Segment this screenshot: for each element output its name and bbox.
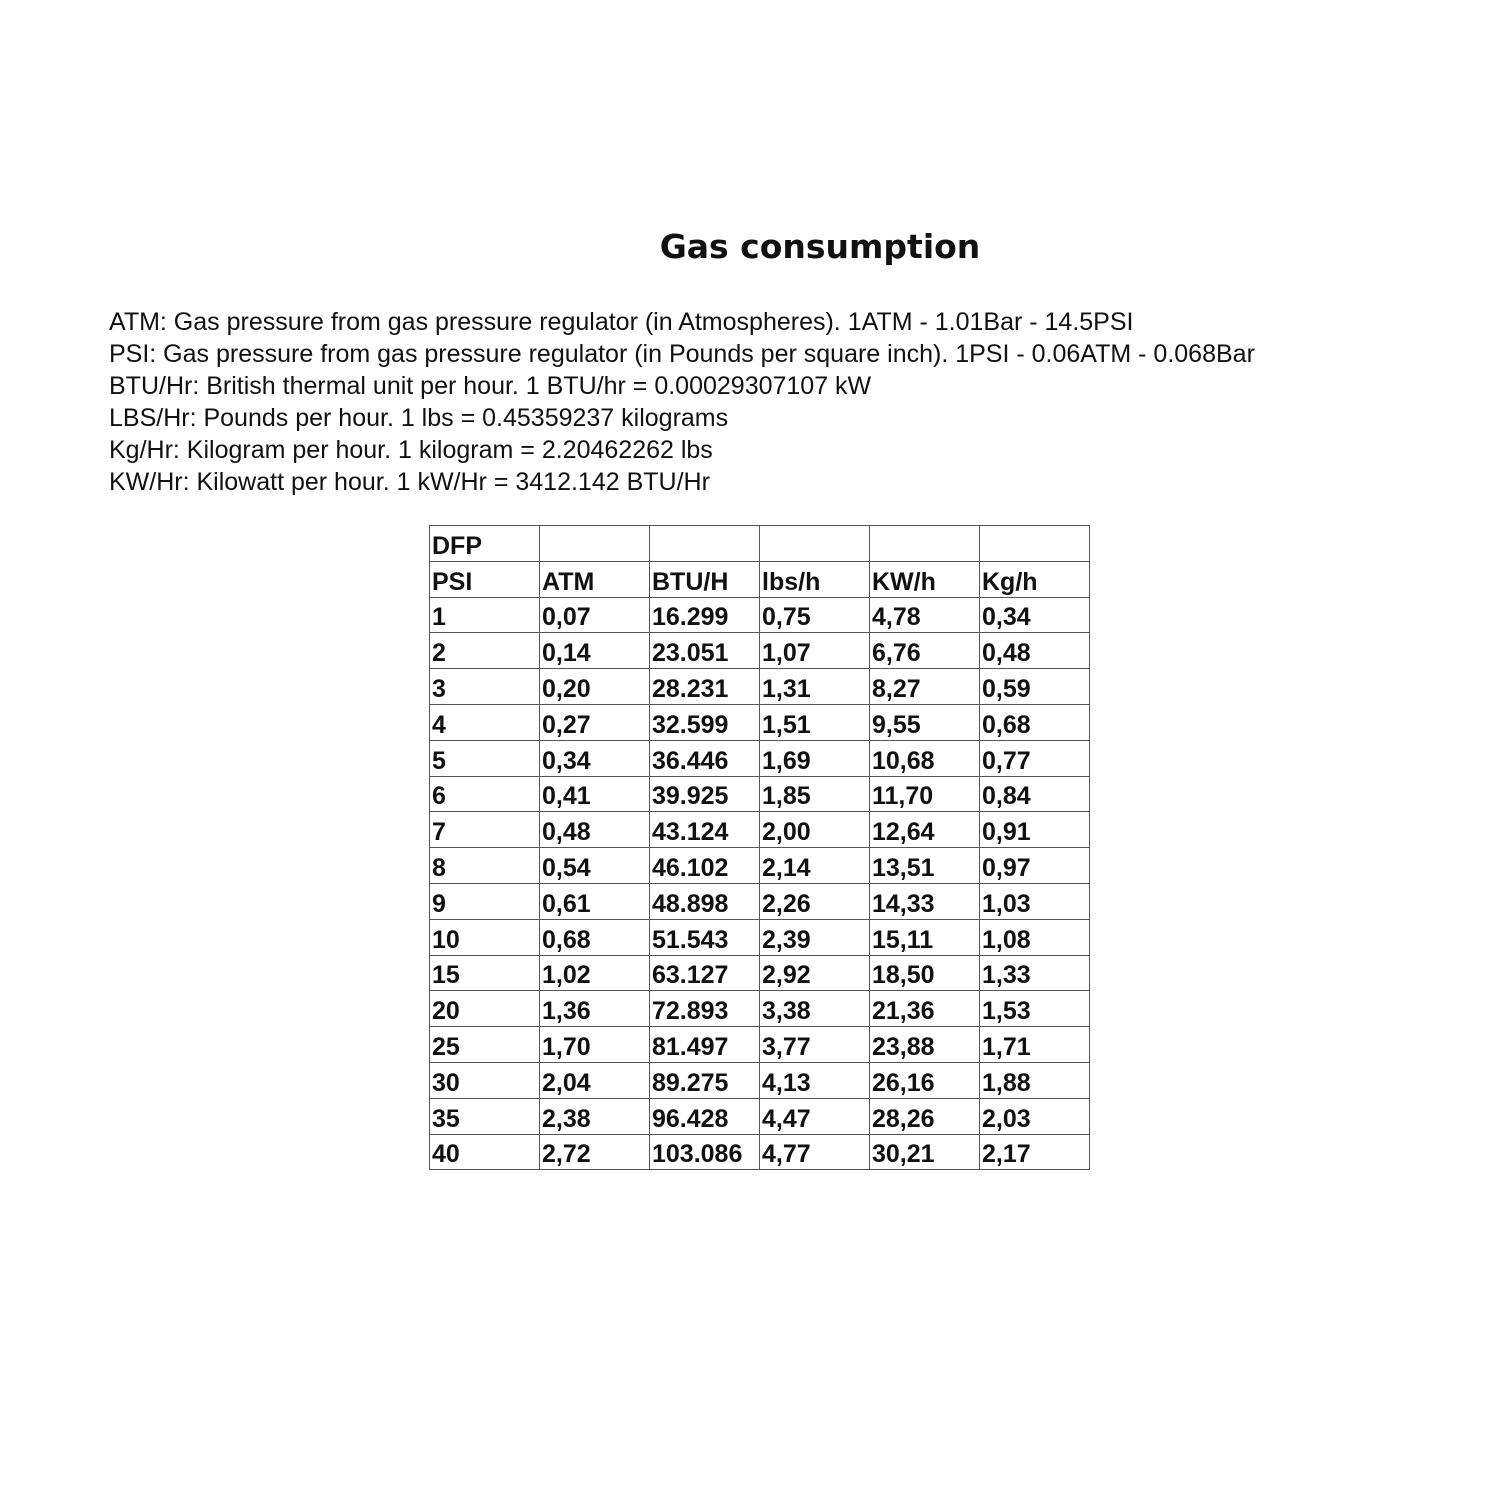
table-cell: 15,11 bbox=[870, 919, 980, 955]
table-row bbox=[430, 1134, 1090, 1170]
table-cell: 23,88 bbox=[870, 1027, 980, 1063]
column-header: ATM bbox=[540, 561, 650, 597]
table-label-row bbox=[430, 526, 1090, 562]
table-cell: 0,68 bbox=[540, 919, 650, 955]
table-cell: 0,48 bbox=[540, 812, 650, 848]
table-cell: 0,14 bbox=[540, 633, 650, 669]
table-cell: 0,77 bbox=[980, 740, 1090, 776]
table-cell: 4,77 bbox=[760, 1134, 870, 1170]
gas-table-body bbox=[430, 526, 1090, 1170]
table-cell: 2,04 bbox=[540, 1062, 650, 1098]
table-cell: 4,47 bbox=[760, 1098, 870, 1134]
empty-cell bbox=[650, 526, 760, 562]
table-cell: 23.051 bbox=[650, 633, 760, 669]
table-cell: 0,59 bbox=[980, 669, 1090, 705]
table-header-row bbox=[430, 561, 1090, 597]
table-cell: 9,55 bbox=[870, 704, 980, 740]
definition-btu: BTU/Hr: British thermal unit per hour. 1 BTU/hr = 0.00029307107 kW bbox=[109, 372, 872, 400]
table-row bbox=[430, 1062, 1090, 1098]
table-cell: 1,53 bbox=[980, 991, 1090, 1027]
table-cell: 3,38 bbox=[760, 991, 870, 1027]
table-cell: 2,03 bbox=[980, 1098, 1090, 1134]
table-cell: 0,97 bbox=[980, 848, 1090, 884]
table-cell: 1,51 bbox=[760, 704, 870, 740]
table-cell: 40 bbox=[430, 1134, 540, 1170]
table-cell: 96.428 bbox=[650, 1098, 760, 1134]
table-cell: 7 bbox=[430, 812, 540, 848]
table-cell: 26,16 bbox=[870, 1062, 980, 1098]
column-header: KW/h bbox=[870, 561, 980, 597]
definition-kg: Kg/Hr: Kilogram per hour. 1 kilogram = 2.20462262 lbs bbox=[109, 436, 713, 464]
column-header: PSI bbox=[430, 561, 540, 597]
table-cell: 103.086 bbox=[650, 1134, 760, 1170]
table-row bbox=[430, 776, 1090, 812]
table-cell: 0,20 bbox=[540, 669, 650, 705]
table-row bbox=[430, 704, 1090, 740]
table-cell: 39.925 bbox=[650, 776, 760, 812]
table-cell: 18,50 bbox=[870, 955, 980, 991]
table-cell: 3 bbox=[430, 669, 540, 705]
definition-psi: PSI: Gas pressure from gas pressure regulator (in Pounds per square inch). 1PSI - 0.06ATM - 0.068Bar bbox=[109, 340, 1255, 368]
table-cell: 8,27 bbox=[870, 669, 980, 705]
table-cell: 4,78 bbox=[870, 597, 980, 633]
table-cell: 1,33 bbox=[980, 955, 1090, 991]
table-cell: 1,31 bbox=[760, 669, 870, 705]
table-cell: 21,36 bbox=[870, 991, 980, 1027]
table-cell: 9 bbox=[430, 883, 540, 919]
table-cell: 1,85 bbox=[760, 776, 870, 812]
table-cell: 5 bbox=[430, 740, 540, 776]
table-cell: 4,13 bbox=[760, 1062, 870, 1098]
table-cell: 0,75 bbox=[760, 597, 870, 633]
table-cell: 25 bbox=[430, 1027, 540, 1063]
table-cell: 2,17 bbox=[980, 1134, 1090, 1170]
table-cell: 1,02 bbox=[540, 955, 650, 991]
table-cell: 2,00 bbox=[760, 812, 870, 848]
table-cell: 1,08 bbox=[980, 919, 1090, 955]
page-title: Gas consumption bbox=[659, 227, 981, 266]
table-cell: 46.102 bbox=[650, 848, 760, 884]
empty-cell bbox=[980, 526, 1090, 562]
table-cell: 32.599 bbox=[650, 704, 760, 740]
table-cell: 28,26 bbox=[870, 1098, 980, 1134]
table-cell: 14,33 bbox=[870, 883, 980, 919]
table-row bbox=[430, 1098, 1090, 1134]
column-header: lbs/h bbox=[760, 561, 870, 597]
definition-atm: ATM: Gas pressure from gas pressure regulator (in Atmospheres). 1ATM - 1.01Bar - 14.5PSI bbox=[109, 308, 1134, 336]
table-cell: 0,27 bbox=[540, 704, 650, 740]
table-cell: 48.898 bbox=[650, 883, 760, 919]
table-row bbox=[430, 740, 1090, 776]
table-cell: 11,70 bbox=[870, 776, 980, 812]
definition-kw: KW/Hr: Kilowatt per hour. 1 kW/Hr = 3412.142 BTU/Hr bbox=[109, 468, 710, 496]
definition-lbs: LBS/Hr: Pounds per hour. 1 lbs = 0.45359237 kilograms bbox=[109, 404, 729, 432]
table-cell: 0,84 bbox=[980, 776, 1090, 812]
table-row bbox=[430, 848, 1090, 884]
table-cell: 2,38 bbox=[540, 1098, 650, 1134]
table-row bbox=[430, 1027, 1090, 1063]
table-cell: 35 bbox=[430, 1098, 540, 1134]
table-cell: 1 bbox=[430, 597, 540, 633]
table-cell: 1,36 bbox=[540, 991, 650, 1027]
column-header: Kg/h bbox=[980, 561, 1090, 597]
definitions-list bbox=[109, 306, 1489, 498]
table-cell: 2,39 bbox=[760, 919, 870, 955]
table-cell: 36.446 bbox=[650, 740, 760, 776]
table-row bbox=[430, 669, 1090, 705]
table-label-cell: DFP bbox=[430, 526, 540, 562]
table-cell: 13,51 bbox=[870, 848, 980, 884]
table-cell: 2 bbox=[430, 633, 540, 669]
table-cell: 0,41 bbox=[540, 776, 650, 812]
empty-cell bbox=[870, 526, 980, 562]
table-cell: 4 bbox=[430, 704, 540, 740]
table-cell: 30,21 bbox=[870, 1134, 980, 1170]
table-cell: 2,14 bbox=[760, 848, 870, 884]
table-cell: 0,54 bbox=[540, 848, 650, 884]
gas-consumption-table bbox=[429, 525, 1090, 1170]
empty-cell bbox=[540, 526, 650, 562]
table-cell: 12,64 bbox=[870, 812, 980, 848]
table-cell: 89.275 bbox=[650, 1062, 760, 1098]
empty-cell bbox=[760, 526, 870, 562]
table-cell: 1,69 bbox=[760, 740, 870, 776]
table-cell: 16.299 bbox=[650, 597, 760, 633]
table-row bbox=[430, 597, 1090, 633]
table-cell: 1,07 bbox=[760, 633, 870, 669]
table-cell: 2,92 bbox=[760, 955, 870, 991]
table-row bbox=[430, 883, 1090, 919]
table-cell: 0,91 bbox=[980, 812, 1090, 848]
table-cell: 2,72 bbox=[540, 1134, 650, 1170]
table-row bbox=[430, 991, 1090, 1027]
table-cell: 0,48 bbox=[980, 633, 1090, 669]
table-cell: 10 bbox=[430, 919, 540, 955]
table-cell: 3,77 bbox=[760, 1027, 870, 1063]
table-row bbox=[430, 919, 1090, 955]
table-cell: 30 bbox=[430, 1062, 540, 1098]
table-cell: 6 bbox=[430, 776, 540, 812]
table-cell: 1,70 bbox=[540, 1027, 650, 1063]
table-row bbox=[430, 633, 1090, 669]
table-cell: 1,71 bbox=[980, 1027, 1090, 1063]
table-cell: 1,88 bbox=[980, 1062, 1090, 1098]
table-cell: 81.497 bbox=[650, 1027, 760, 1063]
table-row bbox=[430, 812, 1090, 848]
table-cell: 8 bbox=[430, 848, 540, 884]
table-cell: 6,76 bbox=[870, 633, 980, 669]
table-cell: 0,34 bbox=[980, 597, 1090, 633]
table-cell: 0,07 bbox=[540, 597, 650, 633]
table-cell: 28.231 bbox=[650, 669, 760, 705]
table-cell: 2,26 bbox=[760, 883, 870, 919]
column-header: BTU/H bbox=[650, 561, 760, 597]
table-cell: 72.893 bbox=[650, 991, 760, 1027]
table-cell: 20 bbox=[430, 991, 540, 1027]
table-row bbox=[430, 955, 1090, 991]
table-cell: 0,61 bbox=[540, 883, 650, 919]
table-cell: 1,03 bbox=[980, 883, 1090, 919]
table-cell: 63.127 bbox=[650, 955, 760, 991]
table-cell: 10,68 bbox=[870, 740, 980, 776]
table-cell: 0,34 bbox=[540, 740, 650, 776]
table-cell: 15 bbox=[430, 955, 540, 991]
table-cell: 0,68 bbox=[980, 704, 1090, 740]
table-cell: 43.124 bbox=[650, 812, 760, 848]
table-cell: 51.543 bbox=[650, 919, 760, 955]
